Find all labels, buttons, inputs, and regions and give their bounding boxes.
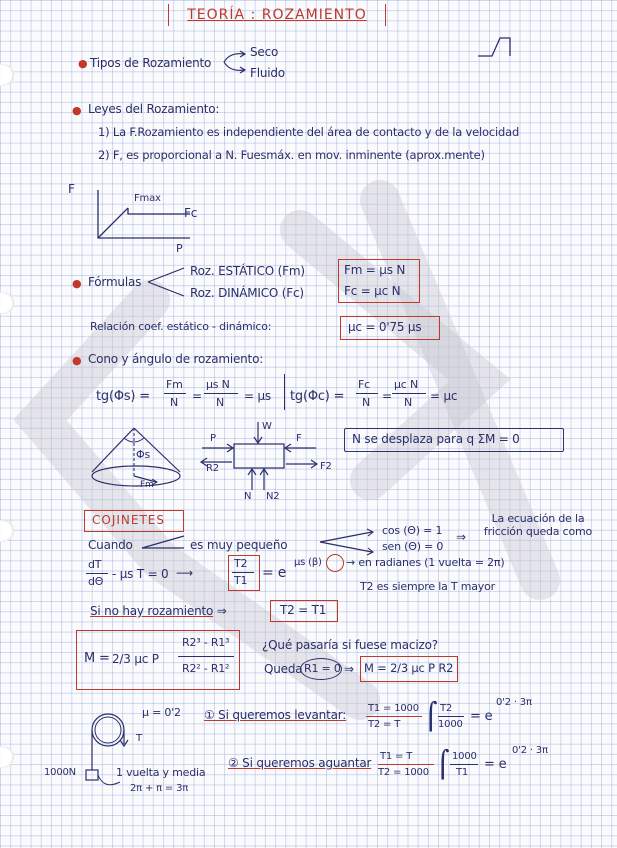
w-label: W: [262, 421, 272, 432]
bullet: ●: [72, 354, 82, 367]
eq-muc: = μc: [430, 389, 458, 403]
frac1-num: Fm: [166, 378, 183, 391]
frac-bar: [356, 393, 378, 394]
f2-label: F2: [320, 461, 332, 472]
tg-phi-s: tg(Φs) =: [96, 389, 150, 404]
formulas-label: Fórmulas: [88, 275, 142, 289]
c1-t2: T2 = T: [368, 719, 401, 730]
frac4-num: μc N: [394, 378, 418, 391]
binder-hole: [0, 520, 14, 542]
frac-bar: [366, 716, 422, 717]
macizo-pregunta: ¿Qué pasaría si fuese macizo?: [262, 638, 438, 652]
beta-circle: [326, 554, 344, 572]
bullet: ●: [78, 57, 88, 70]
divider: [284, 374, 285, 410]
cono-label: Cono y ángulo de rozamiento:: [88, 352, 264, 366]
r1-zero: R1 = 0: [304, 662, 341, 675]
c2-frac-num: 1000: [452, 751, 477, 762]
equals: =: [382, 389, 392, 403]
tipo-fluido: Fluido: [250, 66, 285, 80]
exp-sup: μs (β): [294, 557, 322, 568]
frac-bar: [378, 764, 434, 765]
es-pequeno: es muy pequeño: [190, 538, 288, 552]
phi-s-label: Φs: [136, 448, 150, 461]
r2-label: R2: [206, 463, 219, 474]
cos-theta: cos (Θ) = 1: [382, 524, 443, 537]
frac-bar: [450, 764, 478, 765]
frac-bar: [164, 393, 186, 394]
c1-exp-sup: 0'2 · 3π: [496, 697, 532, 708]
sin-rozamiento: Si no hay rozamiento ⇒: [90, 604, 227, 618]
ley-2: 2) F, es proporcional a N. Fuesmáx. en mov. inminente (aprox.mente): [98, 148, 485, 162]
c2-t1: T1 = T: [380, 751, 413, 762]
graph-fc: Fc: [184, 206, 198, 220]
frac1-den: N: [170, 396, 179, 409]
tipos-label: Tipos de Rozamiento: [90, 56, 212, 70]
step-sketch: [478, 36, 518, 60]
t1-den: T1: [234, 574, 248, 587]
arrow: ⟶: [176, 566, 194, 580]
caso-2: ② Si queremos aguantar: [228, 756, 372, 770]
graph-x-label: P: [176, 242, 183, 255]
m-macizo: M = 2/3 μc P R2: [364, 661, 454, 675]
formulas-brace: [146, 264, 188, 300]
cojinetes-note: La ecuación de la fricción queda como: [483, 512, 593, 538]
dtheta: dΘ: [88, 575, 104, 588]
binder-hole: [0, 64, 14, 86]
c1-frac-num: T2: [440, 703, 453, 714]
c1-frac-den: 1000: [438, 719, 463, 730]
c2-exp: = e: [484, 757, 507, 772]
radianes-note: → en radianes (1 vuelta = 2π): [346, 556, 505, 569]
tmayor-note: T2 es siempre la T mayor: [360, 580, 495, 593]
relacion-eq: μc = 0'75 μs: [348, 320, 422, 334]
vuelta-label: 1 vuelta y media: [116, 766, 206, 779]
eq-mus: = μs: [244, 389, 271, 403]
sen-theta: sen (Θ) = 0: [382, 540, 444, 553]
frac-bar: [86, 573, 108, 574]
eq-dinamico: Fc = μc N: [344, 284, 401, 298]
cojinetes-label: COJINETES: [92, 513, 165, 527]
bullet: ●: [72, 104, 82, 117]
mu-value: μ = 0'2: [142, 706, 181, 719]
p-label: P: [210, 433, 216, 444]
arrow-brace: ⌠: [436, 750, 450, 780]
frac2-num: μs N: [206, 378, 230, 391]
eq-estatico: Fm = μs N: [344, 263, 406, 277]
brace-arrows: [318, 528, 376, 556]
frac-bar: [392, 393, 426, 394]
tg-phi-c: tg(Φc) =: [290, 389, 345, 404]
frac2-den: N: [216, 396, 225, 409]
leyes-label: Leyes del Rozamiento:: [88, 102, 220, 116]
frac-bar: [232, 572, 254, 573]
c1-exp: = e: [470, 709, 493, 724]
ode: - μs T = 0: [112, 567, 169, 581]
n2-label: N2: [266, 491, 280, 502]
graph-fmax: Fmax: [134, 193, 161, 204]
frac-bar: [178, 656, 234, 657]
c2-t2: T2 = 1000: [378, 767, 429, 778]
m-num: R2³ - R1³: [182, 636, 230, 649]
bullet: ●: [72, 277, 82, 290]
roz-estatico: Roz. ESTÁTICO (Fm): [190, 264, 305, 278]
c1-t1: T1 = 1000: [368, 703, 419, 714]
binder-hole: [0, 746, 14, 768]
queda-label: Queda: [264, 662, 303, 676]
frac3-num: Fc: [358, 378, 370, 391]
carga-label: 1000N: [44, 767, 76, 778]
frac3-den: N: [362, 396, 371, 409]
arrow-brace: ⌠: [424, 702, 438, 732]
t2-equals-t1: T2 = T1: [280, 603, 327, 617]
ley-1: 1) La F.Rozamiento es independiente del área de contacto y de la velocidad: [98, 125, 520, 139]
branch-arrows: [220, 48, 248, 76]
m-coef: 2/3 μc P: [112, 652, 159, 666]
frac4-den: N: [404, 396, 413, 409]
tipo-seco: Seco: [250, 45, 279, 59]
n-label: N: [244, 491, 252, 502]
small-angle-sketch: [140, 530, 186, 552]
exp-e: = e: [262, 565, 287, 581]
caso-1: ① Si queremos levantar:: [204, 708, 347, 722]
fm-label: Fm: [140, 480, 154, 490]
binder-hole: [0, 292, 14, 314]
cuando-label: Cuando: [88, 538, 133, 552]
c2-exp-sup: 0'2 · 3π: [512, 745, 548, 756]
equals: =: [192, 389, 202, 403]
t2-num: T2: [234, 557, 248, 570]
implies-arrow: ⇒: [344, 662, 354, 676]
angulo-label: 2π + π = 3π: [130, 783, 189, 794]
frac-bar: [204, 393, 238, 394]
page-title: TEORÍA : ROZAMIENTO: [168, 4, 386, 26]
c2-frac-den: T1: [456, 767, 469, 778]
graph-y-label: F: [68, 182, 75, 196]
diagram-note: N se desplaza para q ΣM = 0: [352, 432, 520, 446]
m-lhs: M =: [84, 651, 110, 666]
frac-bar: [438, 716, 464, 717]
f-label: F: [296, 433, 302, 444]
dt: dT: [88, 558, 102, 571]
implies-arrow: ⇒: [456, 530, 466, 544]
m-den: R2² - R1²: [182, 662, 230, 675]
relacion-label: Relación coef. estático - dinámico:: [90, 320, 272, 333]
t-label: T: [136, 733, 142, 744]
roz-dinamico: Roz. DINÁMICO (Fc): [190, 286, 304, 300]
